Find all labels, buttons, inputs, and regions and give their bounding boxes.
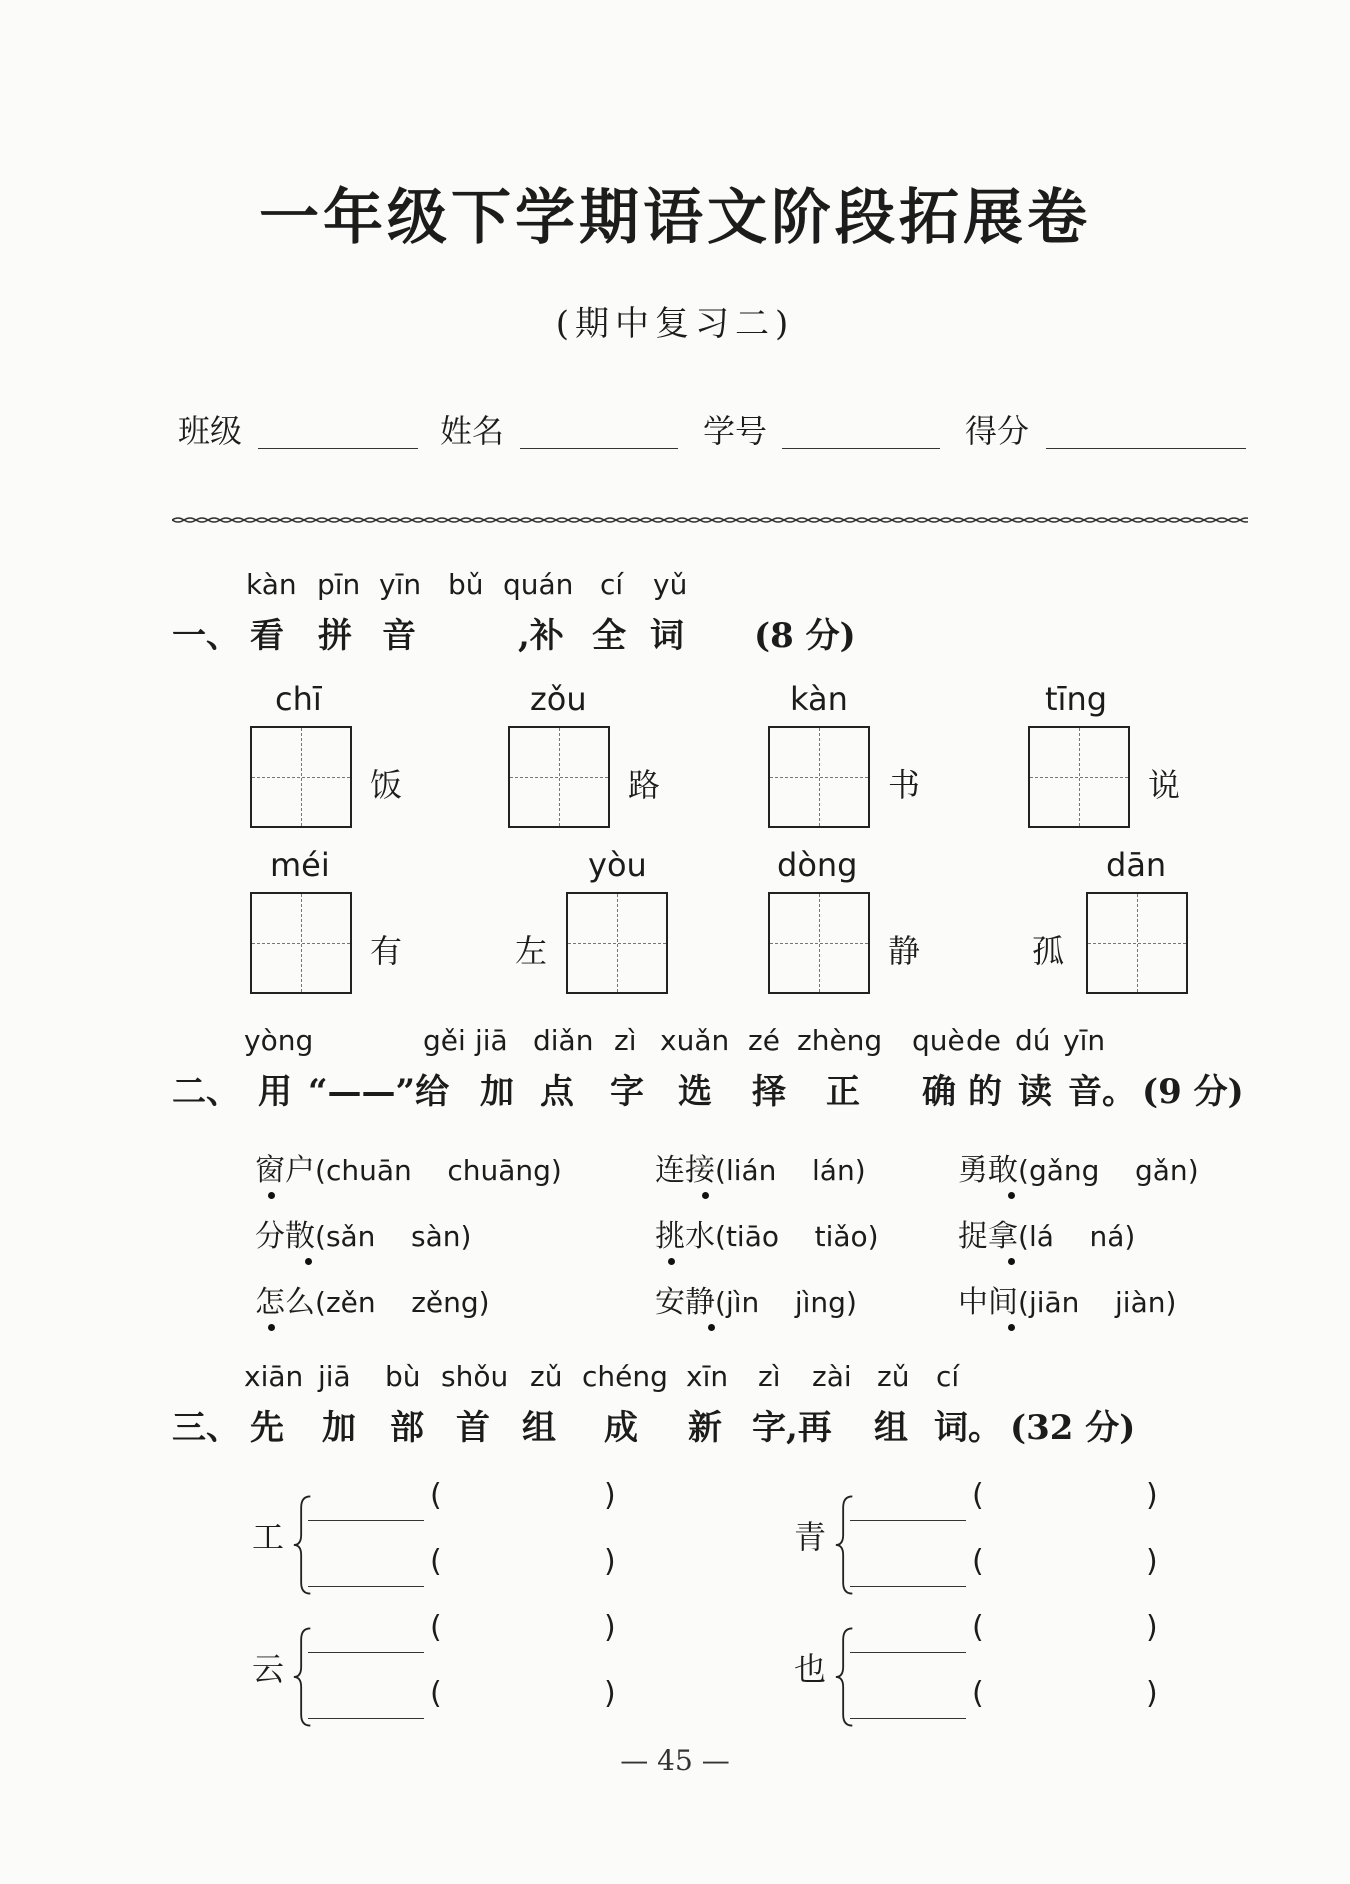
- heading-char: 先: [250, 1408, 284, 1448]
- tian-grid-box[interactable]: [1028, 726, 1130, 828]
- pinyin-syllable: jiā: [475, 1024, 508, 1057]
- paren-close: ): [1146, 1676, 1158, 1711]
- emphasis-dot: [1008, 1192, 1015, 1199]
- paren-open: (: [430, 1610, 442, 1645]
- item-word: 挑水: [655, 1219, 715, 1254]
- heading-char: 词: [650, 616, 684, 656]
- heading-char: “——”给: [308, 1072, 450, 1112]
- reading-item: 挑水(tiāo tiǎo): [655, 1219, 879, 1254]
- paren-open: (: [430, 1478, 442, 1513]
- pinyin-syllable: bù: [385, 1360, 421, 1393]
- reading-option[interactable]: sàn: [411, 1220, 461, 1253]
- section-score: (32 分): [1010, 1408, 1136, 1448]
- emphasis-dot: [305, 1258, 312, 1265]
- pinyin-syllable: de: [966, 1024, 1001, 1057]
- word-blank[interactable]: [994, 1480, 1142, 1520]
- field-label-score: 得分: [965, 412, 1030, 450]
- pinyin-syllable: zhèng: [797, 1024, 883, 1057]
- grid-pinyin: yòu: [588, 846, 647, 884]
- paren-close: ): [1146, 1610, 1158, 1645]
- pinyin-syllable: jiā: [318, 1360, 351, 1393]
- brace-icon: [834, 1490, 856, 1600]
- paren-open: (: [430, 1676, 442, 1711]
- grid-pinyin: méi: [270, 846, 330, 884]
- heading-char: 字: [610, 1072, 644, 1112]
- emphasis-dot: [1008, 1324, 1015, 1331]
- paren-close: ): [1146, 1544, 1158, 1579]
- page-title: 一年级下学期语文阶段拓展卷: [259, 183, 1091, 253]
- pinyin-syllable: zé: [748, 1024, 780, 1057]
- brace-icon: [834, 1622, 856, 1732]
- radical-char: 青: [794, 1518, 827, 1556]
- new-char-blank[interactable]: [850, 1586, 966, 1587]
- pinyin-syllable: kàn: [246, 568, 297, 601]
- pinyin-syllable: zǔ: [530, 1360, 563, 1393]
- wavy-divider: [172, 510, 1248, 530]
- pinyin-syllable: shǒu: [441, 1360, 509, 1393]
- reading-option[interactable]: gǎn: [1135, 1154, 1188, 1187]
- section-score: (9 分): [1142, 1072, 1244, 1112]
- reading-option[interactable]: ná: [1089, 1220, 1125, 1253]
- reading-item: 勇敢(gǎng gǎn): [958, 1153, 1199, 1188]
- paren-open: (: [430, 1544, 442, 1579]
- radical-char: 也: [794, 1650, 827, 1688]
- reading-option[interactable]: lá: [1028, 1220, 1054, 1253]
- pinyin-syllable: chéng: [582, 1360, 668, 1393]
- grid-given-char: 路: [628, 766, 661, 804]
- new-char-blank[interactable]: [308, 1652, 424, 1653]
- reading-option[interactable]: chuāng: [447, 1154, 551, 1187]
- pinyin-syllable: yǔ: [653, 568, 688, 601]
- grid-given-char: 有: [370, 932, 403, 970]
- heading-char: 确: [922, 1072, 956, 1112]
- heading-char: 读: [1018, 1072, 1052, 1112]
- heading-char: 加: [322, 1408, 356, 1448]
- reading-item: 捉拿(lá ná): [958, 1219, 1136, 1254]
- heading-char: 用: [258, 1072, 292, 1112]
- emphasis-dot: [668, 1258, 675, 1265]
- page-subtitle: (期中复习二): [555, 304, 795, 344]
- paren-close: ): [604, 1610, 616, 1645]
- grid-pinyin: tīng: [1045, 680, 1108, 718]
- page-number: — 45 —: [620, 1744, 730, 1777]
- heading-char: 择: [752, 1072, 786, 1112]
- heading-char: 看: [250, 616, 284, 656]
- reading-option[interactable]: chuān: [325, 1154, 412, 1187]
- field-line-name[interactable]: [520, 448, 678, 449]
- heading-char: 组: [874, 1408, 908, 1448]
- reading-item: 中间(jiān jiàn): [958, 1285, 1177, 1320]
- reading-option[interactable]: lán: [812, 1154, 855, 1187]
- word-blank[interactable]: [452, 1678, 600, 1718]
- new-char-blank[interactable]: [308, 1586, 424, 1587]
- reading-option[interactable]: jiān: [1028, 1286, 1080, 1319]
- heading-char: 新: [688, 1408, 722, 1448]
- tian-grid-box[interactable]: [1086, 892, 1188, 994]
- paren-close: ): [604, 1544, 616, 1579]
- pinyin-syllable: yòng: [244, 1024, 314, 1057]
- reading-item: 连接(lián lán): [655, 1153, 866, 1188]
- field-line-score[interactable]: [1046, 448, 1246, 449]
- reading-item: 窗户(chuān chuāng): [255, 1153, 562, 1188]
- grid-pinyin: dòng: [777, 846, 858, 884]
- tian-grid-box[interactable]: [250, 726, 352, 828]
- emphasis-dot: [268, 1192, 275, 1199]
- reading-item: 分散(sǎn sàn): [255, 1219, 472, 1254]
- paren-close: ): [1146, 1478, 1158, 1513]
- reading-option[interactable]: tiǎo: [814, 1220, 868, 1253]
- pinyin-syllable: zì: [614, 1024, 637, 1057]
- emphasis-dot: [702, 1192, 709, 1199]
- pinyin-syllable: xuǎn: [660, 1024, 730, 1057]
- reading-option[interactable]: jìng: [794, 1286, 846, 1319]
- paren-close: ): [604, 1676, 616, 1711]
- word-blank[interactable]: [994, 1612, 1142, 1652]
- paren-open: (: [972, 1478, 984, 1513]
- heading-char: 的: [968, 1072, 1002, 1112]
- emphasis-dot: [708, 1324, 715, 1331]
- pinyin-syllable: yīn: [379, 568, 422, 601]
- heading-char: 拼: [318, 616, 352, 656]
- pinyin-syllable: yīn: [1063, 1024, 1106, 1057]
- heading-char: 加: [480, 1072, 514, 1112]
- item-word: 连接: [655, 1153, 715, 1188]
- pinyin-syllable: cí: [600, 568, 624, 601]
- reading-option[interactable]: jiàn: [1115, 1286, 1166, 1319]
- pinyin-syllable: zì: [758, 1360, 781, 1393]
- pinyin-syllable: zǔ: [877, 1360, 910, 1393]
- pinyin-syllable: xiān: [244, 1360, 304, 1393]
- heading-char: 组: [522, 1408, 556, 1448]
- word-blank[interactable]: [452, 1546, 600, 1586]
- word-blank[interactable]: [994, 1546, 1142, 1586]
- heading-char: 词。: [934, 1408, 1002, 1448]
- new-char-blank[interactable]: [308, 1520, 424, 1521]
- heading-char: 成: [604, 1408, 638, 1448]
- pinyin-syllable: xīn: [686, 1360, 729, 1393]
- grid-given-char: 孤: [1032, 932, 1065, 970]
- reading-item: 安静(jìn jìng): [655, 1285, 857, 1320]
- heading-char: ,补: [518, 616, 564, 656]
- field-label-number: 学号: [703, 412, 768, 450]
- reading-option[interactable]: tiāo: [725, 1220, 779, 1253]
- heading-char: 部: [390, 1408, 424, 1448]
- section-number: 一、: [172, 616, 240, 656]
- emphasis-dot: [1008, 1258, 1015, 1265]
- item-word: 勇敢: [958, 1153, 1018, 1188]
- grid-pinyin: zǒu: [530, 680, 587, 718]
- reading-option[interactable]: gǎng: [1028, 1154, 1100, 1187]
- item-word: 窗户: [255, 1153, 315, 1188]
- word-blank[interactable]: [452, 1480, 600, 1520]
- heading-char: 点: [540, 1072, 574, 1112]
- heading-char: 全: [592, 616, 626, 656]
- reading-option[interactable]: zěn: [325, 1286, 376, 1319]
- reading-option[interactable]: sǎn: [325, 1220, 376, 1253]
- brace-icon: [292, 1490, 314, 1600]
- item-word: 捉拿: [958, 1219, 1018, 1254]
- paren-open: (: [972, 1676, 984, 1711]
- item-word: 分散: [255, 1219, 315, 1254]
- new-char-blank[interactable]: [850, 1652, 966, 1653]
- tian-grid-box[interactable]: [250, 892, 352, 994]
- tian-grid-box[interactable]: [508, 726, 610, 828]
- word-blank[interactable]: [994, 1678, 1142, 1718]
- grid-pinyin: kàn: [790, 680, 848, 718]
- section-number: 三、: [172, 1408, 240, 1448]
- pinyin-syllable: diǎn: [533, 1024, 594, 1057]
- radical-char: 工: [252, 1518, 285, 1556]
- field-line-class[interactable]: [258, 448, 418, 449]
- grid-given-char: 静: [888, 932, 921, 970]
- section-number: 二、: [172, 1072, 240, 1112]
- field-label-name: 姓名: [440, 412, 505, 450]
- heading-char: 音。: [1068, 1072, 1136, 1112]
- item-word: 安静: [655, 1285, 715, 1320]
- heading-char: 字,再: [752, 1408, 832, 1448]
- heading-char: 选: [678, 1072, 712, 1112]
- item-word: 怎么: [255, 1285, 315, 1320]
- pinyin-syllable: pīn: [317, 568, 361, 601]
- reading-option[interactable]: lián: [725, 1154, 777, 1187]
- word-blank[interactable]: [452, 1612, 600, 1652]
- grid-pinyin: chī: [275, 680, 322, 718]
- heading-char: 首: [456, 1408, 490, 1448]
- new-char-blank[interactable]: [308, 1718, 424, 1719]
- new-char-blank[interactable]: [850, 1520, 966, 1521]
- tian-grid-box[interactable]: [768, 726, 870, 828]
- pinyin-syllable: zài: [812, 1360, 852, 1393]
- tian-grid-box[interactable]: [566, 892, 668, 994]
- emphasis-dot: [268, 1324, 275, 1331]
- pinyin-syllable: quán: [503, 568, 574, 601]
- paren-open: (: [972, 1544, 984, 1579]
- new-char-blank[interactable]: [850, 1718, 966, 1719]
- reading-option[interactable]: zěng: [411, 1286, 479, 1319]
- grid-given-char: 饭: [370, 766, 403, 804]
- reading-item: 怎么(zěn zěng): [255, 1285, 490, 1320]
- tian-grid-box[interactable]: [768, 892, 870, 994]
- radical-char: 云: [252, 1650, 285, 1688]
- grid-pinyin: dān: [1106, 846, 1167, 884]
- grid-given-char: 说: [1148, 766, 1181, 804]
- pinyin-syllable: dú: [1015, 1024, 1051, 1057]
- pinyin-syllable: què: [912, 1024, 965, 1057]
- brace-icon: [292, 1622, 314, 1732]
- item-word: 中间: [958, 1285, 1018, 1320]
- paren-open: (: [972, 1610, 984, 1645]
- heading-char: 正: [826, 1072, 860, 1112]
- heading-char: 音: [382, 616, 416, 656]
- field-label-class: 班级: [178, 412, 243, 450]
- reading-option[interactable]: jìn: [725, 1286, 760, 1319]
- pinyin-syllable: cí: [936, 1360, 960, 1393]
- section-score: (8 分): [754, 616, 856, 656]
- grid-given-char: 左: [515, 932, 548, 970]
- pinyin-syllable: bǔ: [448, 568, 484, 601]
- paren-close: ): [604, 1478, 616, 1513]
- field-line-number[interactable]: [782, 448, 940, 449]
- grid-given-char: 书: [888, 766, 921, 804]
- pinyin-syllable: gěi: [423, 1024, 466, 1057]
